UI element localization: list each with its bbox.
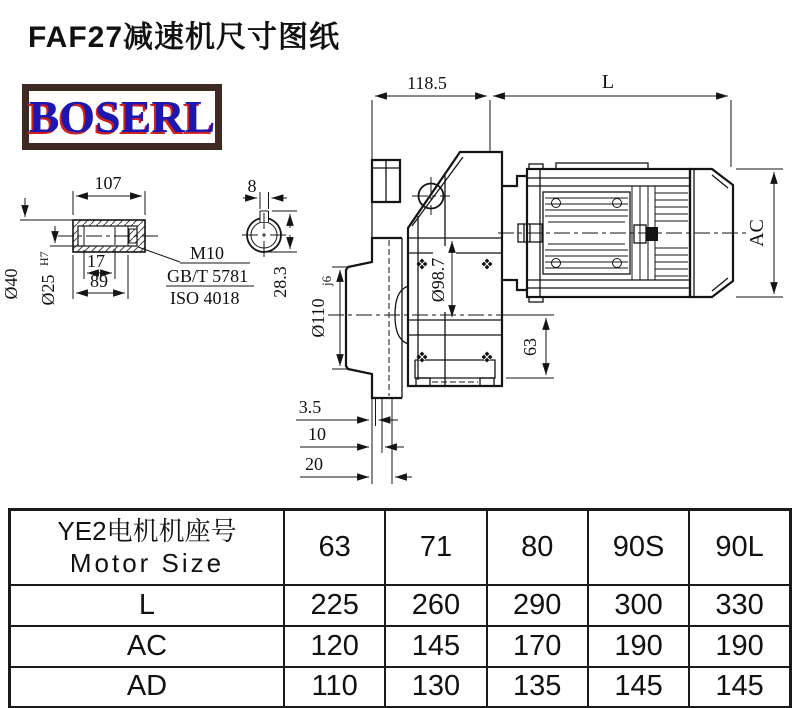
motor-outline [498, 163, 748, 302]
dim-outer-dia: Ø40 [1, 268, 21, 300]
table-cell: 190 [689, 626, 790, 667]
dim-motor-length: L [601, 71, 615, 93]
row-label: AD [10, 667, 285, 708]
bolt-marker [482, 352, 493, 363]
table-cell: 225 [284, 585, 385, 626]
keyway-section-view [242, 176, 297, 298]
row-label: AC [10, 626, 285, 667]
table-cell: 135 [487, 667, 588, 708]
table-cell: 145 [385, 626, 486, 667]
dim-keyway-depth: 28.3 [270, 266, 290, 298]
dim-gearbox-length: 118.5 [407, 73, 447, 93]
page-title: FAF27减速机尺寸图纸 [28, 21, 341, 54]
table-cell: 260 [385, 585, 486, 626]
table-header-motor-size [10, 510, 285, 585]
table-cell: 90S [588, 510, 689, 585]
table-cell: 80 [487, 510, 588, 585]
table-row [10, 585, 791, 626]
table-cell: 330 [689, 585, 790, 626]
standard-iso: ISO 4018 [170, 288, 240, 308]
dim-spigot-dia: Ø110 [308, 298, 328, 338]
table-cell: 300 [588, 585, 689, 626]
row-label: L [10, 585, 285, 626]
table-header-row [10, 510, 791, 585]
dim-spigot-tolerance: j6 [319, 275, 334, 286]
table-cell: 145 [689, 667, 790, 708]
dim-bore-tolerance: H7 [37, 251, 51, 266]
standard-gbt: GB/T 5781 [167, 266, 249, 286]
header-en: Motor Size [69, 548, 225, 579]
dim-bore-depth: 89 [90, 271, 108, 291]
dim-bore-step: 17 [87, 251, 105, 271]
table-cell: 190 [588, 626, 689, 667]
table-cell: 63 [284, 510, 385, 585]
dim-bore-dia: Ø25 [38, 274, 58, 306]
dim-flange-c: 20 [305, 454, 323, 474]
flange-outline [346, 160, 408, 484]
table-row [10, 626, 791, 667]
dim-shaft-height: 63 [520, 338, 540, 356]
table-cell: 170 [487, 626, 588, 667]
table-cell: 110 [284, 667, 385, 708]
table-row [10, 667, 791, 708]
shaft-side-view [58, 220, 162, 252]
table-cell: 145 [588, 667, 689, 708]
thread-label: M10 [190, 243, 225, 263]
brand-logo-text: BOSERL [28, 91, 216, 142]
table-cell: 71 [385, 510, 486, 585]
table-cell: 130 [385, 667, 486, 708]
header-cn: YE2电机机座号 [57, 515, 237, 546]
bolt-marker [482, 259, 493, 270]
dim-flange-b: 10 [308, 424, 326, 444]
dim-shaft-length: 107 [94, 173, 122, 193]
spec-table [8, 508, 792, 708]
table-cell: 90L [689, 510, 790, 585]
dim-motor-dia: AC [746, 219, 768, 247]
dim-keyway-width: 8 [247, 176, 257, 196]
dim-pilot-dia: Ø98.7 [428, 257, 448, 303]
table-cell: 120 [284, 626, 385, 667]
table-cell: 290 [487, 585, 588, 626]
dim-flange-a: 3.5 [298, 397, 322, 417]
